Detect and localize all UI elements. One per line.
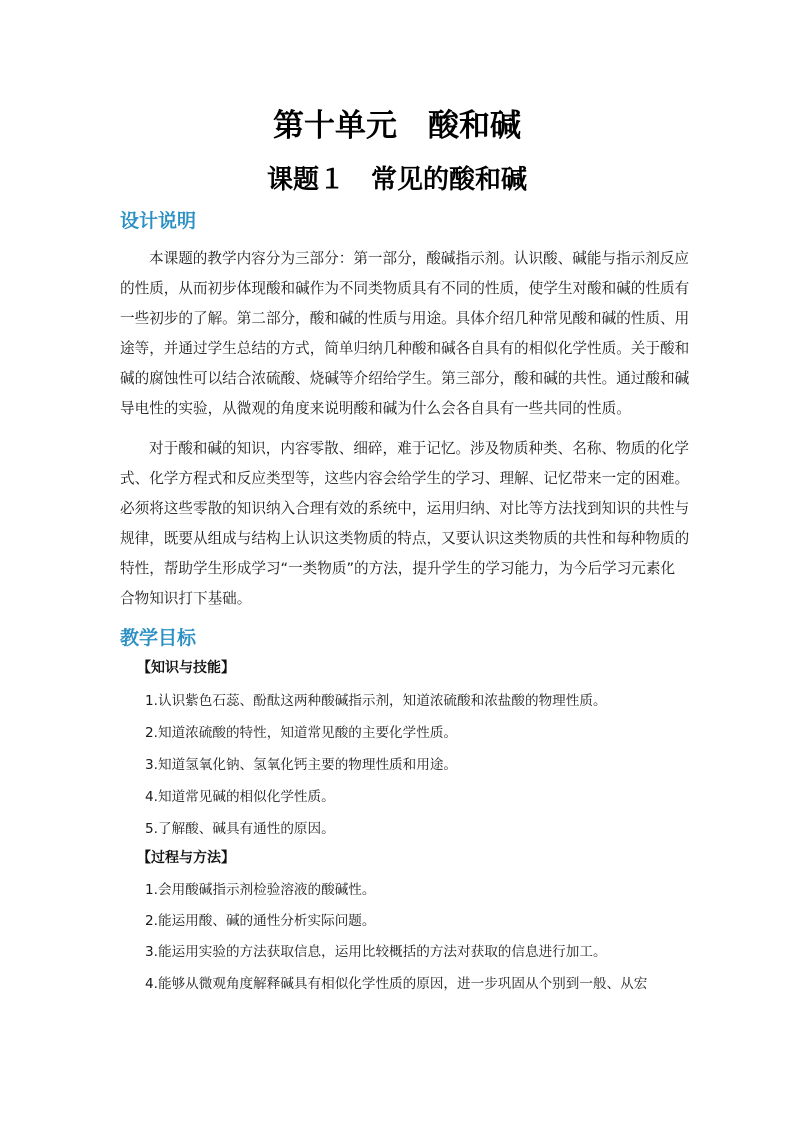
goal-item: 2.能运用酸、碱的通性分析实际问题。 [145, 913, 376, 929]
paragraph-line: 必须将这些零散的知识纳入合理有效的系统中，运用归纳、对比等方法找到知识的共性与 [120, 500, 690, 517]
paragraph-line: 特性，帮助学生形成学习“一类物质”的方法，提升学生的学习能力，为今后学习元素化 [120, 560, 676, 577]
design-paragraph-1 [120, 244, 690, 424]
design-paragraph-2 [120, 434, 690, 614]
paragraph-line: 途等，并通过学生总结的方式，简单归纳几种酸和碱各自具有的相似化学性质。关于酸和 [120, 340, 690, 357]
goal-item: 3.能运用实验的方法获取信息，运用比较概括的方法对获取的信息进行加工。 [145, 944, 607, 960]
paragraph-line: 碱的腐蚀性可以结合浓硫酸、烧碱等介绍给学生。第三部分，酸和碱的共性。通过酸和碱 [120, 370, 690, 387]
paragraph-line: 本课题的教学内容分为三部分：第一部分，酸碱指示剂。认识酸、碱能与指示剂反应 [149, 250, 689, 267]
process-methods-heading: 【过程与方法】 [137, 850, 235, 866]
paragraph-line: 导电性的实验，从微观的角度来说明酸和碱为什么会各自具有一些共同的性质。 [120, 400, 631, 417]
design-heading: 设计说明 [120, 210, 197, 232]
goal-item: 5.了解酸、碱具有通性的原因。 [145, 821, 335, 837]
unit-title: 第十单元 酸和碱 [273, 108, 521, 144]
paragraph-line: 式、化学方程式和反应类型等，这些内容会给学生的学习、理解、记忆带来一定的困难。 [120, 470, 690, 487]
knowledge-skills-heading: 【知识与技能】 [137, 660, 235, 676]
goal-item: 1.会用酸碱指示剂检验溶液的酸碱性。 [145, 882, 376, 898]
goals-heading: 教学目标 [120, 627, 197, 649]
paragraph-line: 一些初步的了解。第二部分，酸和碱的性质与用途。具体介绍几种常见酸和碱的性质、用 [120, 310, 690, 327]
paragraph-line: 对于酸和碱的知识，内容零散、细碎，难于记忆。涉及物质种类、名称、物质的化学 [149, 440, 689, 457]
goal-item: 3.知道氢氧化钠、氢氧化钙主要的物理性质和用途。 [145, 757, 458, 773]
goal-item: 4.知道常见碱的相似化学性质。 [145, 789, 335, 805]
paragraph-line: 的性质，从而初步体现酸和碱作为不同类物质具有不同的性质，使学生对酸和碱的性质有 [120, 280, 690, 297]
lesson-title: 课题１ 常见的酸和碱 [266, 165, 527, 195]
goal-item: 1.认识紫色石蕊、酚酞这两种酸碱指示剂，知道浓硫酸和浓盐酸的物理性质。 [145, 693, 607, 709]
paragraph-line: 合物知识打下基础。 [120, 590, 252, 607]
paragraph-line: 规律，既要从组成与结构上认识这类物质的特点，又要认识这类物质的共性和每种物质的 [120, 530, 690, 547]
goal-item: 4.能够从微观角度解释碱具有相似化学性质的原因，进一步巩固从个别到一般、从宏 [145, 976, 648, 992]
goal-item: 2.知道浓硫酸的特性，知道常见酸的主要化学性质。 [145, 725, 458, 741]
